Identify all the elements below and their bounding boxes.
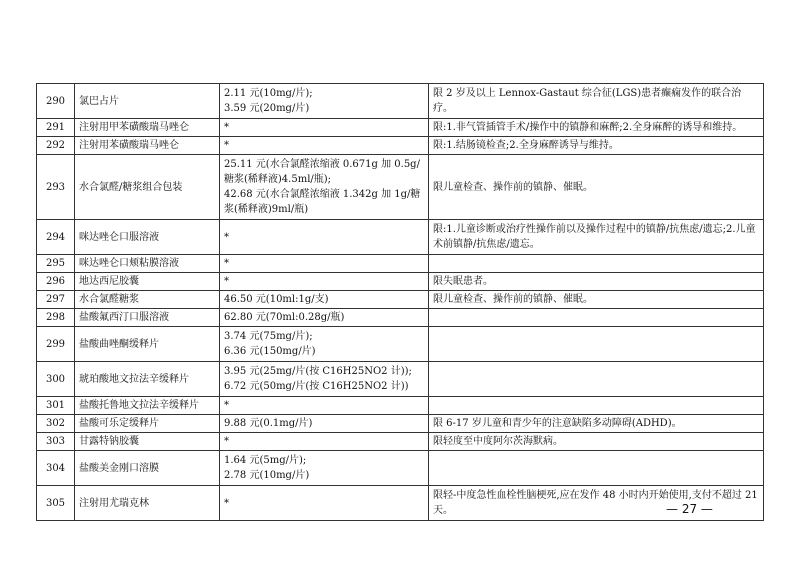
drug-name-cell: 盐酸美金刚口溶膜: [75, 451, 220, 486]
row-number-cell: 305: [37, 486, 75, 521]
price-cell: *: [220, 397, 429, 415]
drug-name-cell: 氯巴占片: [75, 84, 220, 119]
table-row: [37, 415, 764, 433]
row-number-cell: 299: [37, 327, 75, 362]
drug-name-cell: 注射用尤瑞克林: [75, 486, 220, 521]
row-number-cell: 297: [37, 291, 75, 309]
restriction-cell: [429, 327, 764, 362]
drug-name-cell: 水合氯醛/糖浆组合包装: [75, 155, 220, 220]
restriction-cell: [429, 255, 764, 273]
restriction-cell: 限失眠患者。: [429, 273, 764, 291]
restriction-cell: 限儿童检查、操作前的镇静、催眠。: [429, 291, 764, 309]
restriction-cell: 限轻-中度急性血栓性脑梗死,应在发作 48 小时内开始使用,支付不超过 21 天。: [429, 486, 764, 521]
row-number-cell: 298: [37, 309, 75, 327]
price-cell: 1.64 元(5mg/片); 2.78 元(10mg/片): [220, 451, 429, 486]
table-row: [37, 155, 764, 220]
price-cell: *: [220, 486, 429, 521]
drug-name-cell: 水合氯醛糖浆: [75, 291, 220, 309]
table-row: [37, 291, 764, 309]
price-cell: 46.50 元(10ml:1g/支): [220, 291, 429, 309]
price-cell: 3.95 元(25mg/片(按 C16H25NO2 计)); 6.72 元(50mg/片(按 C16H25NO2 计)): [220, 362, 429, 397]
table-body: [37, 84, 764, 521]
row-number-cell: 303: [37, 433, 75, 451]
drug-name-cell: 盐酸可乐定缓释片: [75, 415, 220, 433]
drug-name-cell: 甘露特钠胶囊: [75, 433, 220, 451]
price-cell: 3.74 元(75mg/片); 6.36 元(150mg/片): [220, 327, 429, 362]
drug-name-cell: 注射用苯磺酸瑞马唑仑: [75, 137, 220, 155]
restriction-cell: 限:1.结肠镜检查;2.全身麻醉诱导与维持。: [429, 137, 764, 155]
row-number-cell: 301: [37, 397, 75, 415]
price-cell: *: [220, 220, 429, 255]
drug-name-cell: 盐酸托鲁地文拉法辛缓释片: [75, 397, 220, 415]
row-number-cell: 296: [37, 273, 75, 291]
restriction-cell: 限儿童检查、操作前的镇静、催眠。: [429, 155, 764, 220]
row-number-cell: 290: [37, 84, 75, 119]
price-cell: 62.80 元(70ml:0.28g/瓶): [220, 309, 429, 327]
table-row: [37, 220, 764, 255]
price-cell: *: [220, 433, 429, 451]
table-row: [37, 327, 764, 362]
drug-name-cell: 盐酸曲唑酮缓释片: [75, 327, 220, 362]
price-cell: *: [220, 137, 429, 155]
drug-catalog-table: [36, 83, 764, 521]
drug-name-cell: 琥珀酸地文拉法辛缓释片: [75, 362, 220, 397]
drug-name-cell: 咪达唑仑口服溶液: [75, 220, 220, 255]
price-cell: *: [220, 273, 429, 291]
table-row: [37, 84, 764, 119]
table-row: [37, 309, 764, 327]
drug-name-cell: 地达西尼胶囊: [75, 273, 220, 291]
price-cell: *: [220, 119, 429, 137]
table-row: [37, 397, 764, 415]
row-number-cell: 294: [37, 220, 75, 255]
restriction-cell: [429, 309, 764, 327]
restriction-cell: [429, 362, 764, 397]
row-number-cell: 302: [37, 415, 75, 433]
drug-name-cell: 盐酸氟西汀口服溶液: [75, 309, 220, 327]
page-number: — 27 —: [666, 502, 713, 516]
table-row: [37, 451, 764, 486]
price-cell: 9.88 元(0.1mg/片): [220, 415, 429, 433]
restriction-cell: [429, 397, 764, 415]
row-number-cell: 293: [37, 155, 75, 220]
table-row: [37, 433, 764, 451]
restriction-cell: 限 2 岁及以上 Lennox-Gastaut 综合征(LGS)患者癫痫发作的联合治疗。: [429, 84, 764, 119]
table-row: [37, 273, 764, 291]
table-row: [37, 255, 764, 273]
row-number-cell: 291: [37, 119, 75, 137]
restriction-cell: [429, 451, 764, 486]
row-number-cell: 292: [37, 137, 75, 155]
row-number-cell: 300: [37, 362, 75, 397]
restriction-cell: 限 6-17 岁儿童和青少年的注意缺陷多动障碍(ADHD)。: [429, 415, 764, 433]
table-row: [37, 119, 764, 137]
restriction-cell: 限轻度至中度阿尔茨海默病。: [429, 433, 764, 451]
price-cell: *: [220, 255, 429, 273]
drug-name-cell: 咪达唑仑口颊粘膜溶液: [75, 255, 220, 273]
table-row: [37, 486, 764, 521]
table-row: [37, 362, 764, 397]
restriction-cell: 限:1.儿童诊断或治疗性操作前以及操作过程中的镇静/抗焦虑/遗忘;2.儿童术前镇静/抗焦虑/遗忘。: [429, 220, 764, 255]
price-cell: 2.11 元(10mg/片); 3.59 元(20mg/片): [220, 84, 429, 119]
drug-name-cell: 注射用甲苯磺酸瑞马唑仑: [75, 119, 220, 137]
row-number-cell: 295: [37, 255, 75, 273]
row-number-cell: 304: [37, 451, 75, 486]
restriction-cell: 限:1.非气管插管手术/操作中的镇静和麻醉;2.全身麻醉的诱导和维持。: [429, 119, 764, 137]
price-cell: 25.11 元(水合氯醛浓缩液 0.671g 加 0.5g/糖浆(稀释液)4.5ml/瓶); 42.68 元(水合氯醛浓缩液 1.342g 加 1g/糖浆(稀释液)9ml/瓶): [220, 155, 429, 220]
table-row: [37, 137, 764, 155]
